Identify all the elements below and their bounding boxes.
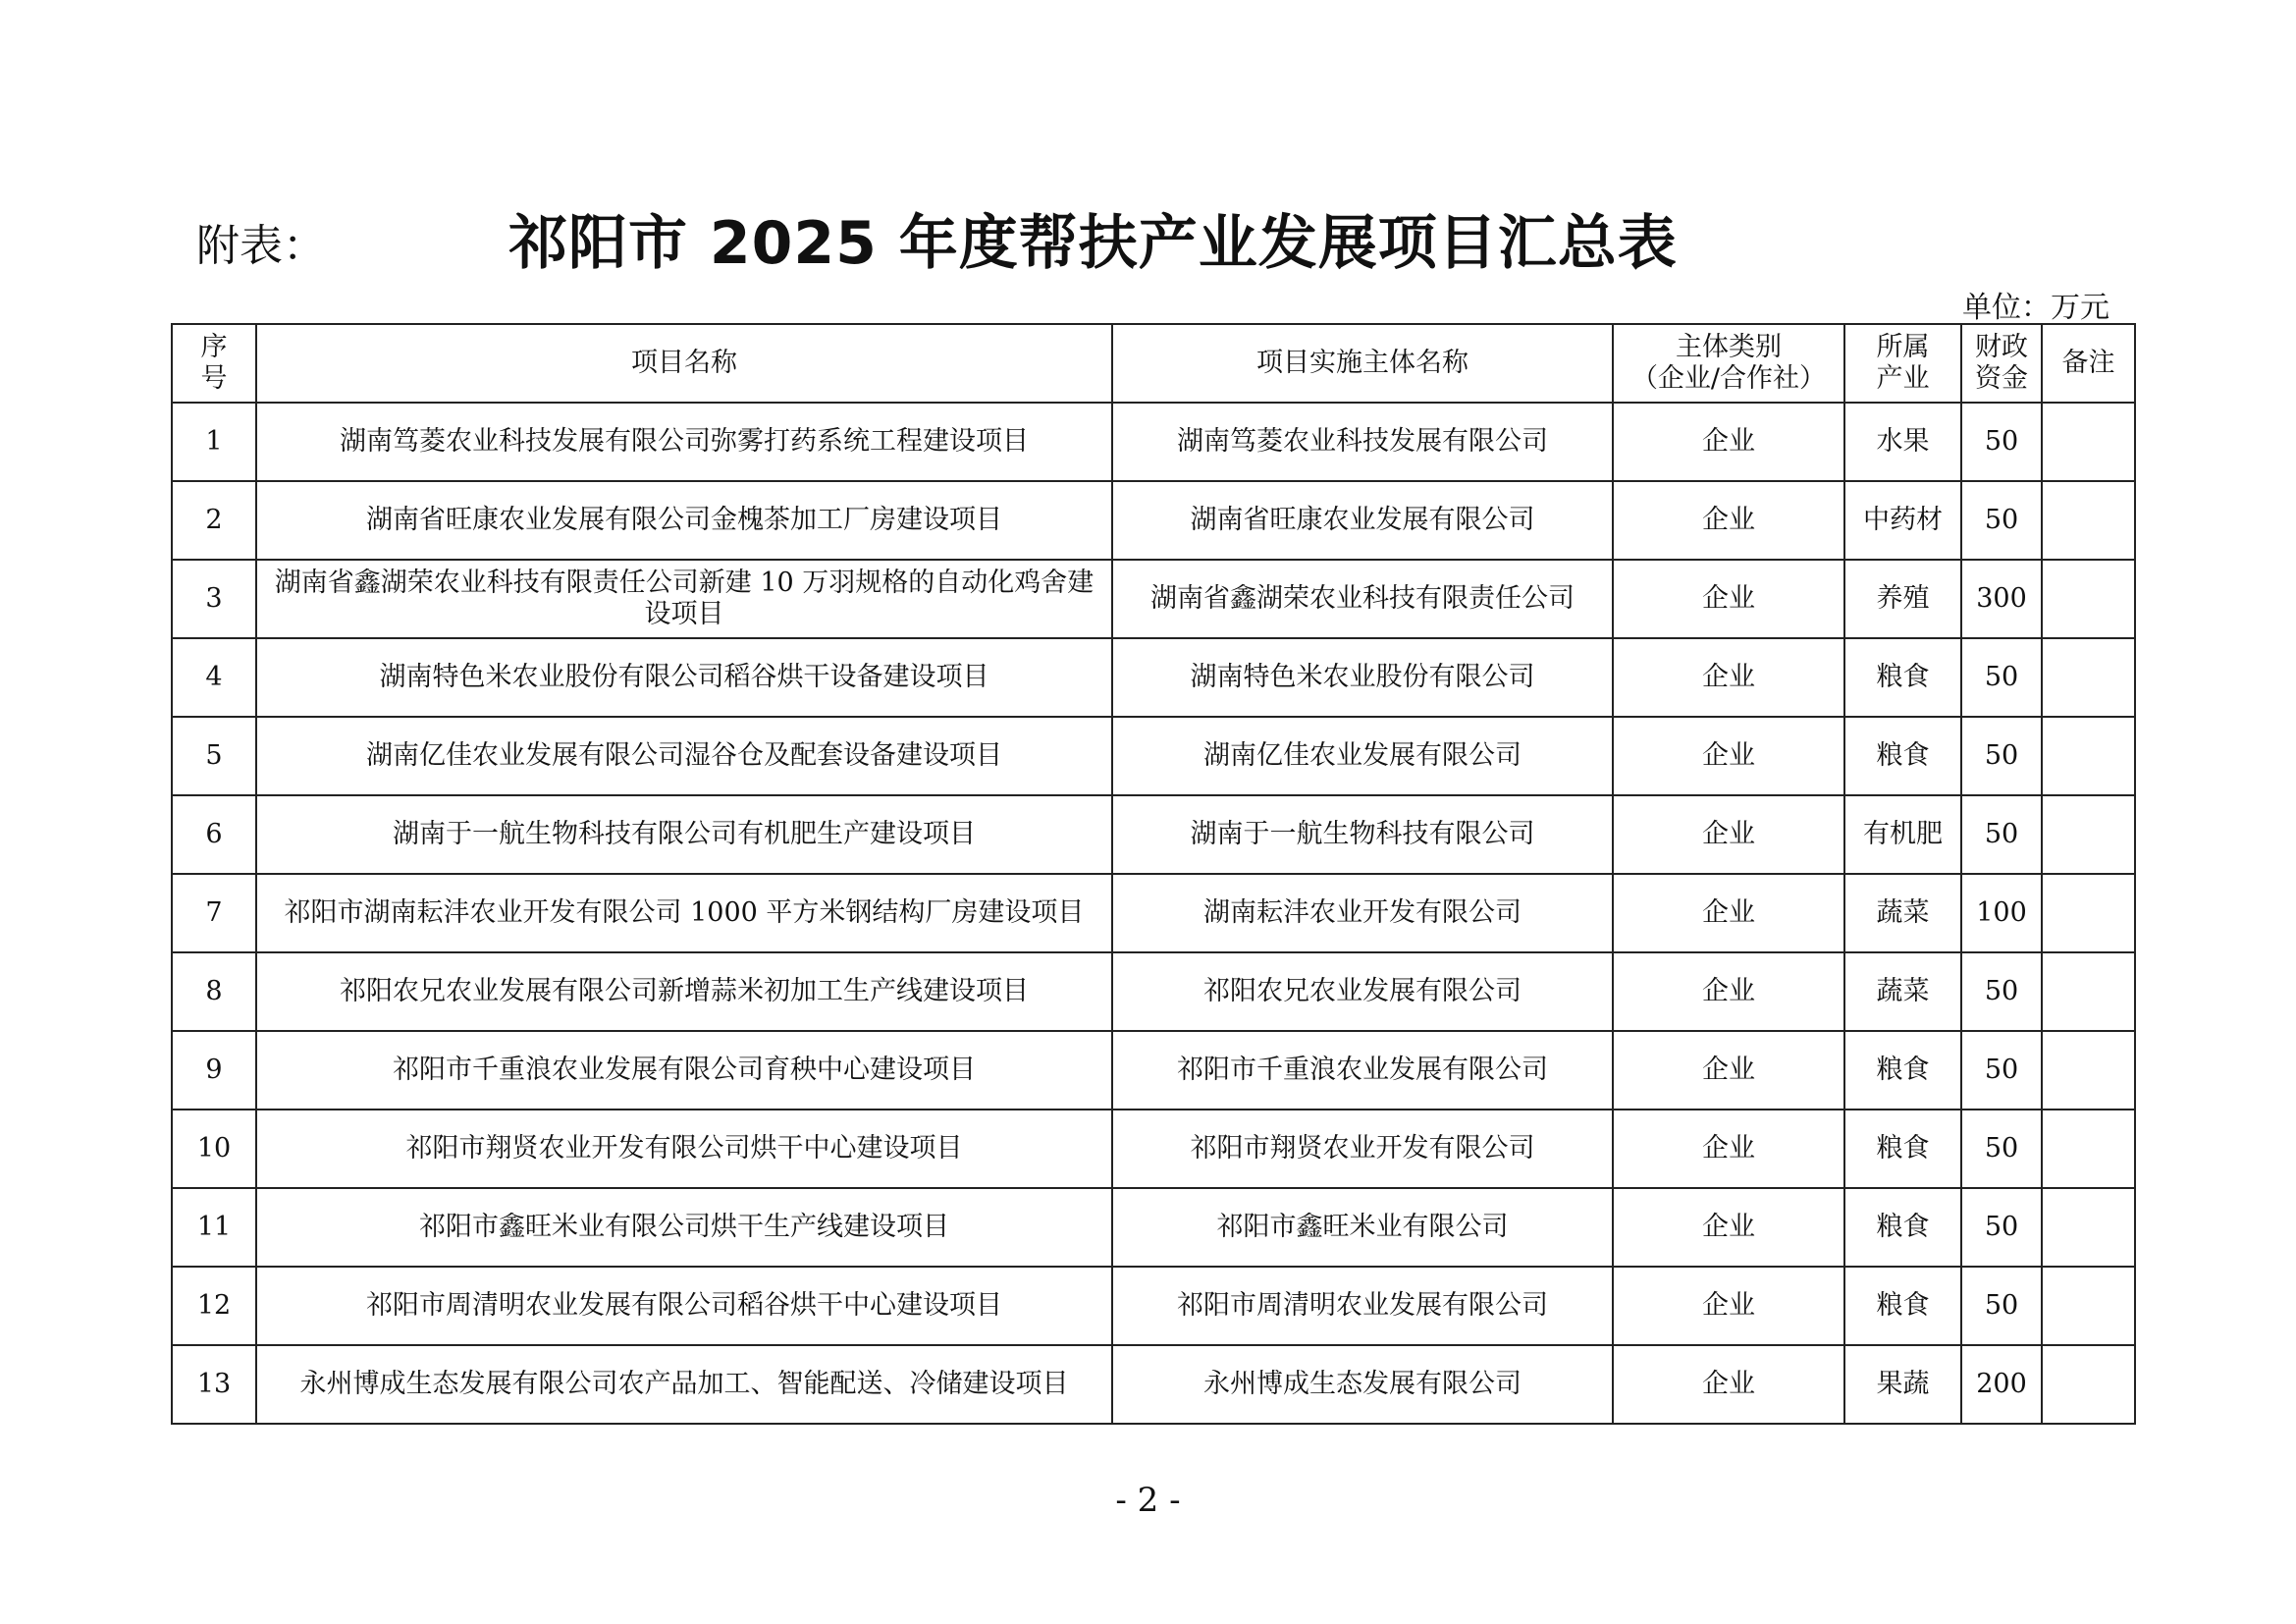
cell-entity-name: 湖南笃菱农业科技发展有限公司	[1112, 403, 1613, 481]
cell-funds: 50	[1961, 795, 2042, 874]
cell-funds: 50	[1961, 952, 2042, 1031]
cell-industry: 粮食	[1844, 1031, 1961, 1110]
cell-remarks	[2042, 717, 2135, 795]
cell-entity-name: 湖南亿佳农业发展有限公司	[1112, 717, 1613, 795]
cell-project-name: 祁阳市周清明农业发展有限公司稻谷烘干中心建设项目	[256, 1267, 1112, 1345]
cell-entity-type: 企业	[1613, 1188, 1844, 1267]
header-industry-line2: 产业	[1876, 363, 1930, 394]
cell-remarks	[2042, 952, 2135, 1031]
header-funds-line1: 财政	[1975, 331, 2028, 362]
document-heading	[196, 196, 2061, 278]
cell-remarks	[2042, 638, 2135, 717]
table-row	[172, 717, 2135, 795]
cell-project-name: 湖南省鑫湖荣农业科技有限责任公司新建 10 万羽规格的自动化鸡舍建设项目	[256, 560, 1112, 638]
cell-entity-type: 企业	[1613, 403, 1844, 481]
cell-industry: 粮食	[1844, 1188, 1961, 1267]
cell-entity-type: 企业	[1613, 1110, 1844, 1188]
cell-entity-name: 祁阳农兄农业发展有限公司	[1112, 952, 1613, 1031]
header-funds	[1961, 324, 2042, 403]
cell-funds: 50	[1961, 717, 2042, 795]
cell-project-name: 湖南于一航生物科技有限公司有机肥生产建设项目	[256, 795, 1112, 874]
cell-remarks	[2042, 481, 2135, 560]
cell-project-name: 祁阳农兄农业发展有限公司新增蒜米初加工生产线建设项目	[256, 952, 1112, 1031]
cell-project-name: 湖南亿佳农业发展有限公司湿谷仓及配套设备建设项目	[256, 717, 1112, 795]
cell-funds: 200	[1961, 1345, 2042, 1424]
cell-entity-type: 企业	[1613, 1345, 1844, 1424]
table-row	[172, 874, 2135, 952]
cell-funds: 50	[1961, 481, 2042, 560]
cell-entity-name: 湖南省鑫湖荣农业科技有限责任公司	[1112, 560, 1613, 638]
cell-seq: 10	[172, 1110, 256, 1188]
cell-industry: 中药材	[1844, 481, 1961, 560]
cell-entity-type: 企业	[1613, 481, 1844, 560]
table-row	[172, 952, 2135, 1031]
cell-entity-name: 湖南特色米农业股份有限公司	[1112, 638, 1613, 717]
cell-remarks	[2042, 1110, 2135, 1188]
header-seq-line2: 号	[200, 363, 228, 394]
cell-industry: 果蔬	[1844, 1345, 1961, 1424]
cell-seq: 12	[172, 1267, 256, 1345]
cell-project-name: 祁阳市湖南耘沣农业开发有限公司 1000 平方米钢结构厂房建设项目	[256, 874, 1112, 952]
table-row	[172, 403, 2135, 481]
header-entity-name: 项目实施主体名称	[1112, 324, 1613, 403]
cell-entity-type: 企业	[1613, 952, 1844, 1031]
cell-entity-name: 祁阳市鑫旺米业有限公司	[1112, 1188, 1613, 1267]
cell-funds: 50	[1961, 1188, 2042, 1267]
cell-funds: 50	[1961, 403, 2042, 481]
cell-funds: 50	[1961, 638, 2042, 717]
cell-seq: 7	[172, 874, 256, 952]
header-industry-line1: 所属	[1876, 331, 1930, 362]
cell-entity-name: 祁阳市周清明农业发展有限公司	[1112, 1267, 1613, 1345]
cell-entity-type: 企业	[1613, 874, 1844, 952]
cell-project-name: 湖南特色米农业股份有限公司稻谷烘干设备建设项目	[256, 638, 1112, 717]
cell-entity-name: 永州博成生态发展有限公司	[1112, 1345, 1613, 1424]
cell-entity-name: 祁阳市千重浪农业发展有限公司	[1112, 1031, 1613, 1110]
cell-remarks	[2042, 795, 2135, 874]
cell-seq: 9	[172, 1031, 256, 1110]
header-entity-type-line1: 主体类别	[1676, 331, 1782, 362]
cell-entity-type: 企业	[1613, 638, 1844, 717]
header-entity-type	[1613, 324, 1844, 403]
cell-seq: 5	[172, 717, 256, 795]
table-row	[172, 638, 2135, 717]
header-industry	[1844, 324, 1961, 403]
cell-funds: 50	[1961, 1267, 2042, 1345]
cell-seq: 2	[172, 481, 256, 560]
cell-entity-type: 企业	[1613, 560, 1844, 638]
project-summary-table	[171, 323, 2136, 1425]
cell-project-name: 湖南省旺康农业发展有限公司金槐茶加工厂房建设项目	[256, 481, 1112, 560]
table-header-row	[172, 324, 2135, 403]
cell-industry: 粮食	[1844, 717, 1961, 795]
cell-industry: 蔬菜	[1844, 952, 1961, 1031]
table-row	[172, 560, 2135, 638]
cell-seq: 4	[172, 638, 256, 717]
cell-funds: 100	[1961, 874, 2042, 952]
cell-remarks	[2042, 1188, 2135, 1267]
cell-remarks	[2042, 403, 2135, 481]
cell-seq: 13	[172, 1345, 256, 1424]
cell-seq: 8	[172, 952, 256, 1031]
cell-funds: 300	[1961, 560, 2042, 638]
table-row	[172, 795, 2135, 874]
header-remarks: 备注	[2042, 324, 2135, 403]
cell-project-name: 祁阳市翔贤农业开发有限公司烘干中心建设项目	[256, 1110, 1112, 1188]
cell-industry: 有机肥	[1844, 795, 1961, 874]
header-seq-line1: 序	[200, 331, 228, 362]
header-funds-line2: 资金	[1975, 363, 2028, 394]
cell-funds: 50	[1961, 1031, 2042, 1110]
cell-remarks	[2042, 1267, 2135, 1345]
cell-funds: 50	[1961, 1110, 2042, 1188]
cell-project-name: 祁阳市千重浪农业发展有限公司育秧中心建设项目	[256, 1031, 1112, 1110]
document-title: 祁阳市 2025 年度帮扶产业发展项目汇总表	[508, 209, 1678, 278]
cell-entity-name: 湖南省旺康农业发展有限公司	[1112, 481, 1613, 560]
table-row	[172, 1031, 2135, 1110]
cell-project-name: 祁阳市鑫旺米业有限公司烘干生产线建设项目	[256, 1188, 1112, 1267]
cell-industry: 养殖	[1844, 560, 1961, 638]
cell-seq: 1	[172, 403, 256, 481]
cell-entity-name: 祁阳市翔贤农业开发有限公司	[1112, 1110, 1613, 1188]
header-project-name: 项目名称	[256, 324, 1112, 403]
cell-industry: 蔬菜	[1844, 874, 1961, 952]
table-row	[172, 1267, 2135, 1345]
cell-remarks	[2042, 1345, 2135, 1424]
appendix-label: 附表：	[196, 221, 326, 271]
header-entity-type-line2: （企业/合作社）	[1630, 363, 1827, 394]
cell-entity-name: 湖南于一航生物科技有限公司	[1112, 795, 1613, 874]
cell-industry: 粮食	[1844, 1110, 1961, 1188]
table-row	[172, 1188, 2135, 1267]
cell-entity-type: 企业	[1613, 1031, 1844, 1110]
cell-industry: 水果	[1844, 403, 1961, 481]
cell-seq: 6	[172, 795, 256, 874]
page-number: - 2 -	[1115, 1481, 1181, 1520]
cell-industry: 粮食	[1844, 638, 1961, 717]
cell-remarks	[2042, 874, 2135, 952]
cell-project-name: 湖南笃菱农业科技发展有限公司弥雾打药系统工程建设项目	[256, 403, 1112, 481]
cell-entity-type: 企业	[1613, 795, 1844, 874]
cell-remarks	[2042, 1031, 2135, 1110]
cell-seq: 3	[172, 560, 256, 638]
cell-project-name: 永州博成生态发展有限公司农产品加工、智能配送、冷储建设项目	[256, 1345, 1112, 1424]
cell-seq: 11	[172, 1188, 256, 1267]
cell-entity-name: 湖南耘沣农业开发有限公司	[1112, 874, 1613, 952]
table-row	[172, 1110, 2135, 1188]
table-row	[172, 481, 2135, 560]
table-row	[172, 1345, 2135, 1424]
unit-label: 单位：万元	[1962, 291, 2109, 325]
header-seq	[172, 324, 256, 403]
cell-entity-type: 企业	[1613, 1267, 1844, 1345]
table-body	[172, 403, 2135, 1424]
cell-entity-type: 企业	[1613, 717, 1844, 795]
cell-industry: 粮食	[1844, 1267, 1961, 1345]
cell-remarks	[2042, 560, 2135, 638]
